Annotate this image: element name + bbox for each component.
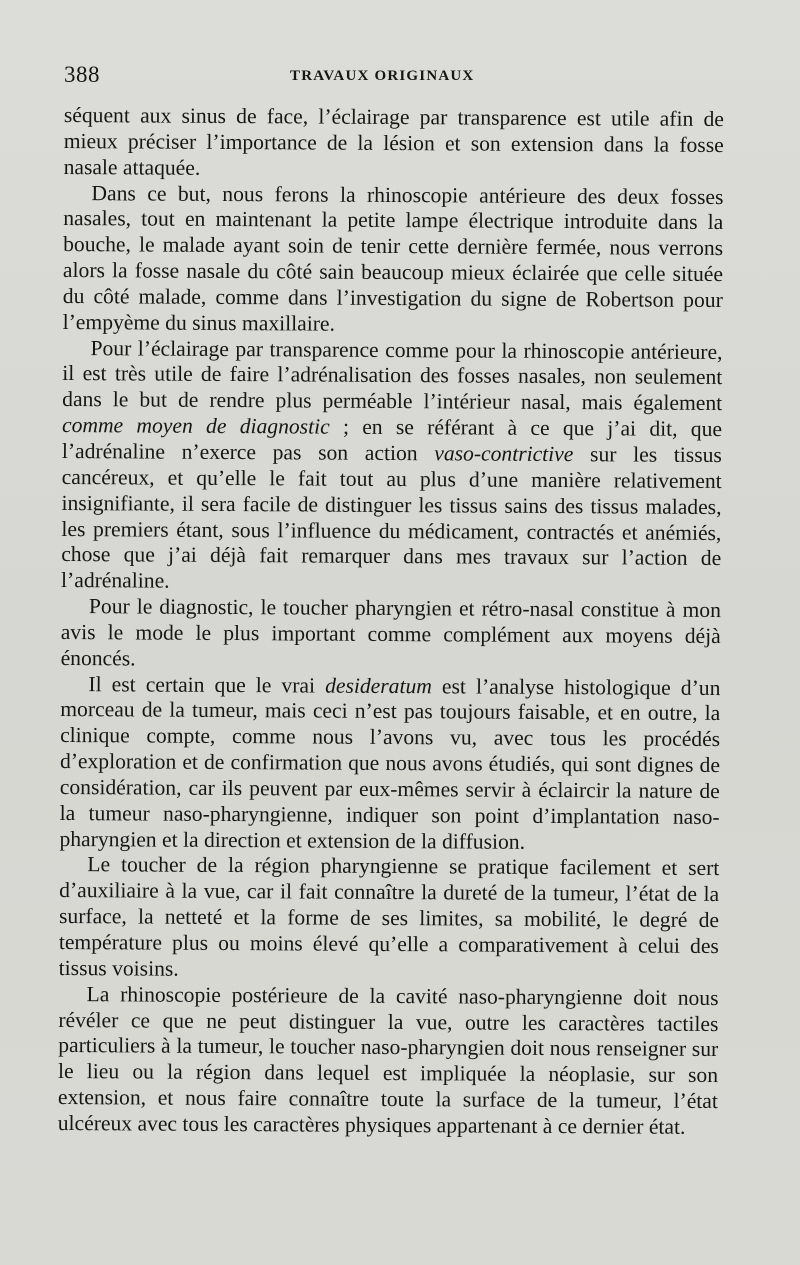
italic-phrase: desideratum (325, 673, 432, 698)
body-text (58, 103, 724, 1141)
running-head: TRAVAUX ORIGINAUX (290, 68, 475, 84)
paragraph: Pour l’éclairage par transparence comme pour la rhinoscopie antérieure, il est très utile de faire l’adrénalisation des fosses nasales, non seulement dans le but de rendre plus perméable l’intérieur nasal, mais également comme moyen de diagnostic ; en se référant à ce que j’ai dit, que l’adrénaline n’exerce pas son action vaso-contrictive sur les tissus cancéreux, et qu’elle le fait tout au plus d’une manière relativement insignifiante, il sera facile de distinguer les tissus sains des tissus malades, les premiers étant, sous l’influence du médicament, contractés et anémiés, chose que j’ai déjà fait remarquer dans mes travaux sur l’action de l’adrénaline. (61, 335, 723, 593)
italic-phrase: vaso-contrictive (434, 441, 574, 467)
paragraph: Le toucher de la région pharyngienne se pratique facilement et sert d’auxiliaire à la vue, car il fait connaître la dureté de la tumeur, l’état de la surface, la netteté et la forme de ses limites, sa mobilité, le degré de température plus ou moins élevé qu’elle a comparativement à celui des tissus voisins. (58, 852, 720, 981)
paragraph: Dans ce but, nous ferons la rhinoscopie antérieure des deux fosses nasales, tout en maintenant la petite lampe électrique introduite dans la bouche, le malade ayant soin de tenir cette dernière fermée, nous verrons alors la fosse nasale du côté sain beaucoup mieux éclairée que celle située du côté malade, comme dans l’investigation du signe de Robertson pour l’empyème du sinus maxillaire. (62, 180, 724, 336)
paragraph: séquent aux sinus de face, l’éclairage par transparence est utile afin de mieux préciser l’importance de la lésion et son extension dans la fosse nasale attaquée. (63, 103, 724, 180)
page-header (64, 62, 720, 94)
paragraph: Il est certain que le vrai desideratum est l’analyse histologique d’un morceau de la tumeur, mais ceci n’est pas toujours faisable, et en outre, la clinique compte, comme nous l’avons vu, avec tous les procédés d’exploration et de confirmation que nous avons étudiés, qui sont dignes de considération, car ils peuvent par eux-mêmes servir à éclaircir la nature de la tumeur naso-pharyngienne, indiquer son point d’implantation naso-pharyngien et la direction et extension de la diffusion. (59, 671, 721, 854)
paragraph: Pour le diagnostic, le toucher pharyngien et rétro-nasal constitue à mon avis le mode le plus important comme complément aux moyens déjà énoncés. (60, 594, 721, 671)
page-number: 388 (64, 62, 100, 87)
italic-phrase: comme moyen de diagnostic (61, 413, 330, 439)
paragraph: La rhinoscopie postérieure de la cavité naso-pharyngienne doit nous révéler ce que ne peut distinguer la vue, outre les caractères tactiles particuliers à la tumeur, le toucher naso-pharyngien doit nous renseigner sur le lieu ou la région dans lequel est impliquée la néoplasie, sur son extension, et nous faire connaître toute la surface de la tumeur, l’état ulcéreux avec tous les caractères physiques appartenant à ce dernier état. (57, 981, 719, 1139)
